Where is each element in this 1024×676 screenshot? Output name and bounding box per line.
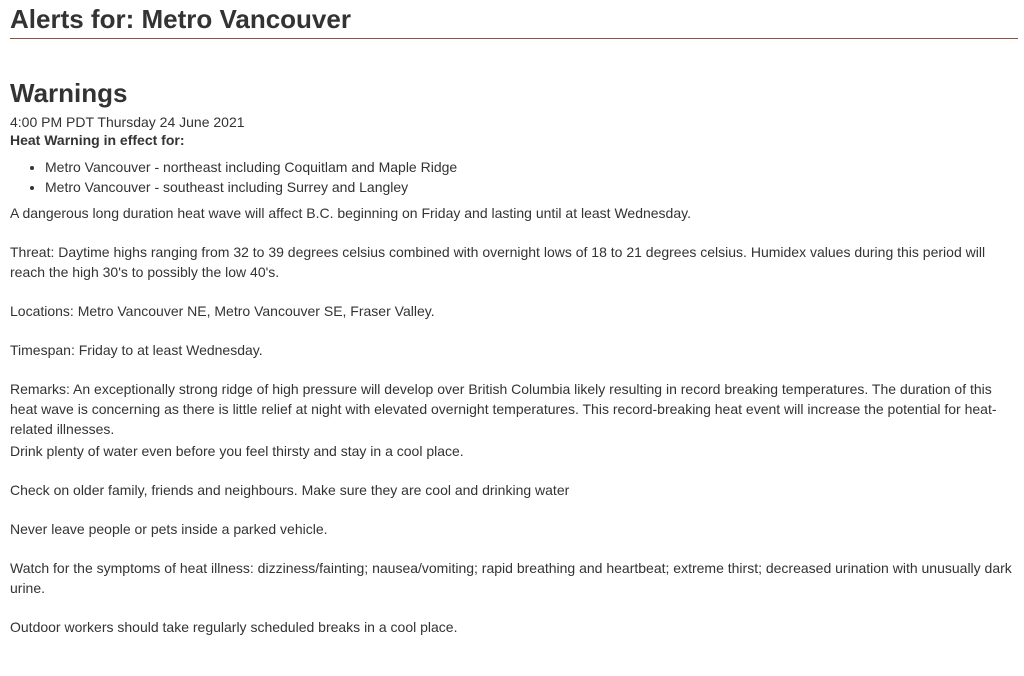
warning-type-heading: Heat Warning in effect for: [10,132,185,148]
advice-workers-paragraph: Outdoor workers should take regularly scheduled breaks in a cool place. [10,619,458,635]
remarks-paragraph: Remarks: An exceptionally strong ridge of high pressure will develop over British Columbia likely resulting in record breaking temperatures. The duration of this heat wave is concerning as there is little relief at night with elevated overnight temperatures. This record-breaking heat event will increase the potential for heat-related illnesses. [10,381,997,437]
region-item: • Metro Vancouver - northeast including Coquitlam and Maple Ridge [45,157,1018,177]
region-item: • Metro Vancouver - southeast including Surrey and Langley [45,177,1018,197]
issued-timestamp: 4:00 PM PDT Thursday 24 June 2021 [10,114,245,130]
warnings-heading: Warnings [10,78,128,108]
affected-regions-list [10,157,1018,197]
threat-paragraph: Threat: Daytime highs ranging from 32 to 39 degrees celsius combined with overnight lows of 18 to 21 degrees celsius. Humidex values during this period will reach the high 30's to possibly the low 40's. [10,244,986,280]
advice-check-paragraph: Check on older family, friends and neighbours. Make sure they are cool and drinking water [10,482,570,498]
summary-paragraph: A dangerous long duration heat wave will affect B.C. beginning on Friday and lasting until at least Wednesday. [10,205,691,221]
advice-vehicle-paragraph: Never leave people or pets inside a parked vehicle. [10,521,328,537]
alert-page [10,0,1018,637]
advice-symptoms-paragraph: Watch for the symptoms of heat illness: dizziness/fainting; nausea/vomiting; rapid breathing and heartbeat; extreme thirst; decreased urination with unusually dark urine. [10,560,1012,596]
timespan-paragraph: Timespan: Friday to at least Wednesday. [10,342,263,358]
page-title: Alerts for: Metro Vancouver [10,4,1018,39]
locations-paragraph: Locations: Metro Vancouver NE, Metro Vancouver SE, Fraser Valley. [10,303,435,319]
advice-water-paragraph: Drink plenty of water even before you feel thirsty and stay in a cool place. [10,443,464,459]
